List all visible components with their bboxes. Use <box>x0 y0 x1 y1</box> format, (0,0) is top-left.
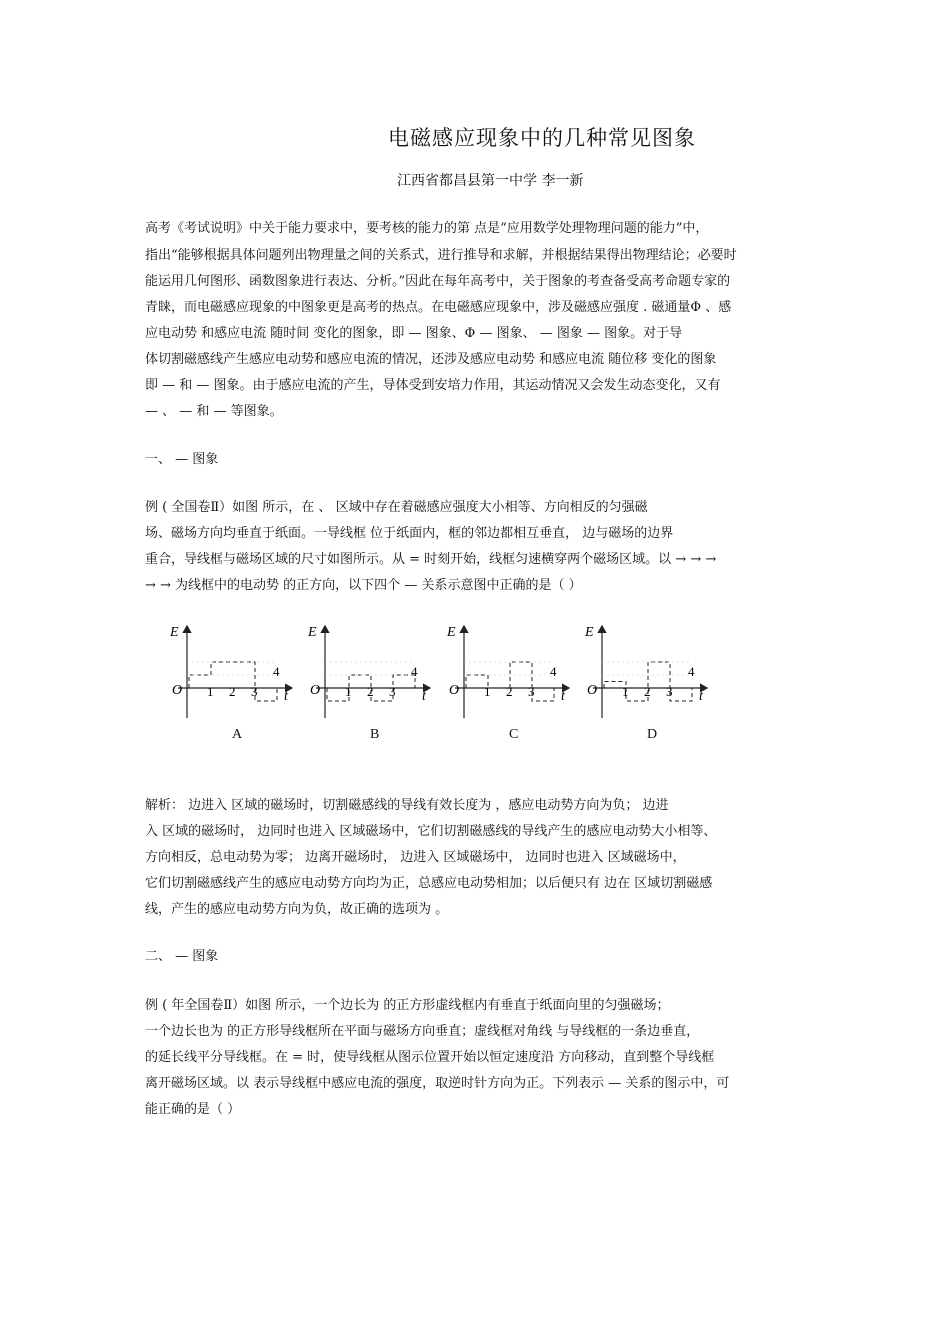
option-label-d: D <box>647 727 658 742</box>
origin-label: O <box>310 683 321 698</box>
example2-line: 一个边长也为 的正方形导线框所在平面与磁场方向垂直；虚线框对角线 与导线框的一条边垂直， <box>145 1024 700 1039</box>
tick-label: 1 <box>622 684 629 699</box>
example2-line: 离开磁场区域。以 表示导线框中感应电流的强度，取逆时针方向为正。下列表示 — 关系的图示中，可 <box>145 1076 730 1091</box>
intro-line: 即 — 和 — 图象。由于感应电流的产生，导体受到安培力作用，其运动情况又会发生动态变化，又有 <box>145 378 721 393</box>
tick-label: 2 <box>506 684 513 699</box>
tick-label: 1 <box>207 684 214 699</box>
tick-label: 3 <box>528 684 535 699</box>
document-title: 电磁感应现象中的几种常见图象 <box>388 126 696 150</box>
example1-line: → → 为线框中的电动势 的正方向，以下四个 — 关系示意图中正确的是（ ） <box>145 578 582 593</box>
origin-label: O <box>172 683 183 698</box>
intro-line: 能运用几何图形、函数图象进行表达、分析。”因此在每年高考中，关于图象的考查备受高考命题专家的 <box>145 274 731 289</box>
option-label-c: C <box>509 727 519 742</box>
graph-option-C <box>446 625 569 718</box>
graph-option-A <box>169 625 292 718</box>
intro-line: 体切割磁感线产生感应电动势和感应电流的情况，还涉及感应电动势 和感应电流 随位移 变化的图象 <box>145 352 717 367</box>
y-axis-label: E <box>447 625 456 640</box>
intro-line: 指出“能够根据具体问题列出物理量之间的关系式，进行推导和求解，并根据结果得出物理结论；必要时 <box>145 248 737 263</box>
intro-line: 青睐，而电磁感应现象的中图象更是高考的热点。在电磁感应现象中，涉及磁感应强度 . 磁通量Φ 、感 <box>145 300 732 315</box>
x-axis-label: t <box>284 689 288 704</box>
tick-label: 1 <box>345 684 352 699</box>
intro-line: 高考《考试说明》中关于能力要求中，要考核的能力的第 点是“应用数学处理物理问题的能力”中， <box>145 221 709 236</box>
example1-line: 场、磁场方向均垂直于纸面。一导线框 位于纸面内，框的邻边都相互垂直， 边与磁场的边界 <box>145 526 674 541</box>
y-axis-label: E <box>308 625 317 640</box>
answer-graphs <box>160 618 720 728</box>
origin-label: O <box>587 683 598 698</box>
analysis-line: 它们切割磁感线产生的感应电动势方向均为正，总感应电动势相加；以后便只有 边在 区域切割磁感 <box>145 876 713 891</box>
option-label-a: A <box>232 727 243 742</box>
tick-label: 3 <box>666 684 673 699</box>
example2-line: 例 ( 年全国卷Ⅱ）如图 所示，一个边长为 的正方形虚线框内有垂直于纸面向里的匀强磁场； <box>145 998 670 1013</box>
analysis-line: 入 区域的磁场时， 边同时也进入 区域磁场中，它们切割磁感线的导线产生的感应电动势大小相等、 <box>145 824 717 839</box>
intro-line: — 、 — 和 — 等图象。 <box>145 404 283 419</box>
y-axis-label: E <box>585 625 594 640</box>
origin-label: O <box>449 683 460 698</box>
example1-line: 重合，导线框与磁场区域的尺寸如图所示。从 = 时刻开始，线框匀速横穿两个磁场区域。以 → → → <box>145 552 717 567</box>
section-heading-2: 二、 — 图象 <box>145 949 219 964</box>
analysis-line: 解析： 边进入 区域的磁场时，切割磁感线的导线有效长度为 ，感应电动势方向为负； 边进 <box>145 798 669 813</box>
intro-line: 应电动势 和感应电流 随时间 变化的图象，即 — 图象、Φ — 图象、 — 图象 — 图象。对于导 <box>145 326 683 341</box>
tick-label: 4 <box>411 664 418 679</box>
x-axis-label: t <box>561 689 565 704</box>
example1-line: 例 ( 全国卷Ⅱ）如图 所示，在 、 区域中存在着磁感应强度大小相等、方向相反的匀强磁 <box>145 500 648 515</box>
analysis-line: 线，产生的感应电动势方向为负，故正确的选项为 。 <box>145 902 449 917</box>
section-heading-1: 一、 — 图象 <box>145 452 219 467</box>
author-line: 江西省都昌县第一中学 李一新 <box>397 173 584 189</box>
example2-line: 的延长线平分导线框。在 = 时，使导线框从图示位置开始以恒定速度沿 方向移动，直到整个导线框 <box>145 1050 715 1065</box>
x-axis-label: t <box>422 689 426 704</box>
tick-label: 1 <box>484 684 491 699</box>
tick-label: 3 <box>251 684 258 699</box>
x-axis-label: t <box>699 689 703 704</box>
tick-label: 4 <box>273 664 280 679</box>
graph-option-B <box>307 625 430 718</box>
tick-label: 2 <box>229 684 236 699</box>
analysis-line: 方向相反，总电动势为零； 边离开磁场时， 边进入 区域磁场中， 边同时也进入 区域磁场中， <box>145 850 686 865</box>
tick-label: 4 <box>550 664 557 679</box>
tick-label: 3 <box>389 684 396 699</box>
y-axis-label: E <box>170 625 179 640</box>
example2-line: 能正确的是（ ） <box>145 1102 241 1117</box>
tick-label: 4 <box>688 664 695 679</box>
option-label-b: B <box>370 727 380 742</box>
tick-label: 2 <box>367 684 374 699</box>
graph-option-D <box>584 625 707 718</box>
tick-label: 2 <box>644 684 651 699</box>
